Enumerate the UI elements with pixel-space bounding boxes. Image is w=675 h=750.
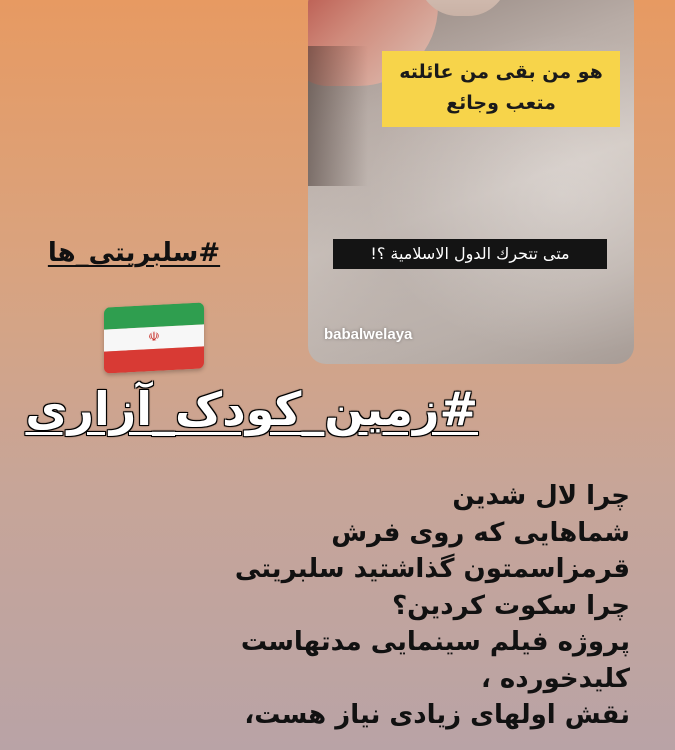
photo-shadow bbox=[308, 46, 368, 186]
photo-caption-line-1: هو من بقى من عائلته bbox=[399, 61, 603, 83]
body-line: کلیدخورده ، bbox=[481, 663, 630, 694]
body-line: قرمزاسمتون گذاشتید سلبریتی bbox=[234, 554, 630, 584]
photo-caption-yellow bbox=[382, 51, 620, 127]
hashtag-child-abuse-earth[interactable]: #زمین_کودک_آزاری bbox=[25, 382, 478, 436]
photo-caption-line-2: متعب وجائع bbox=[446, 92, 556, 114]
photo-caption-black: متى تتحرك الدول الاسلامية ؟! bbox=[333, 239, 607, 269]
body-line: چرا سکوت کردین؟ bbox=[392, 590, 630, 621]
body-line: نقش اولهای زیادی نیاز هست، bbox=[244, 700, 630, 730]
body-line: پروژه فیلم سینمایی مدتهاست bbox=[240, 627, 630, 657]
photo-watermark: babalwelaya bbox=[324, 326, 413, 343]
body-line: شماهایی که روی فرش bbox=[331, 517, 630, 548]
iran-flag-icon bbox=[104, 302, 204, 373]
reposted-photo[interactable] bbox=[308, 0, 634, 364]
hashtag-celebrities[interactable]: #سلبریتی_ها bbox=[47, 238, 221, 268]
story-body-text bbox=[200, 478, 630, 734]
body-line: چرا لال شدین bbox=[452, 481, 630, 511]
flag-emblem-icon: ☫ bbox=[148, 329, 160, 346]
